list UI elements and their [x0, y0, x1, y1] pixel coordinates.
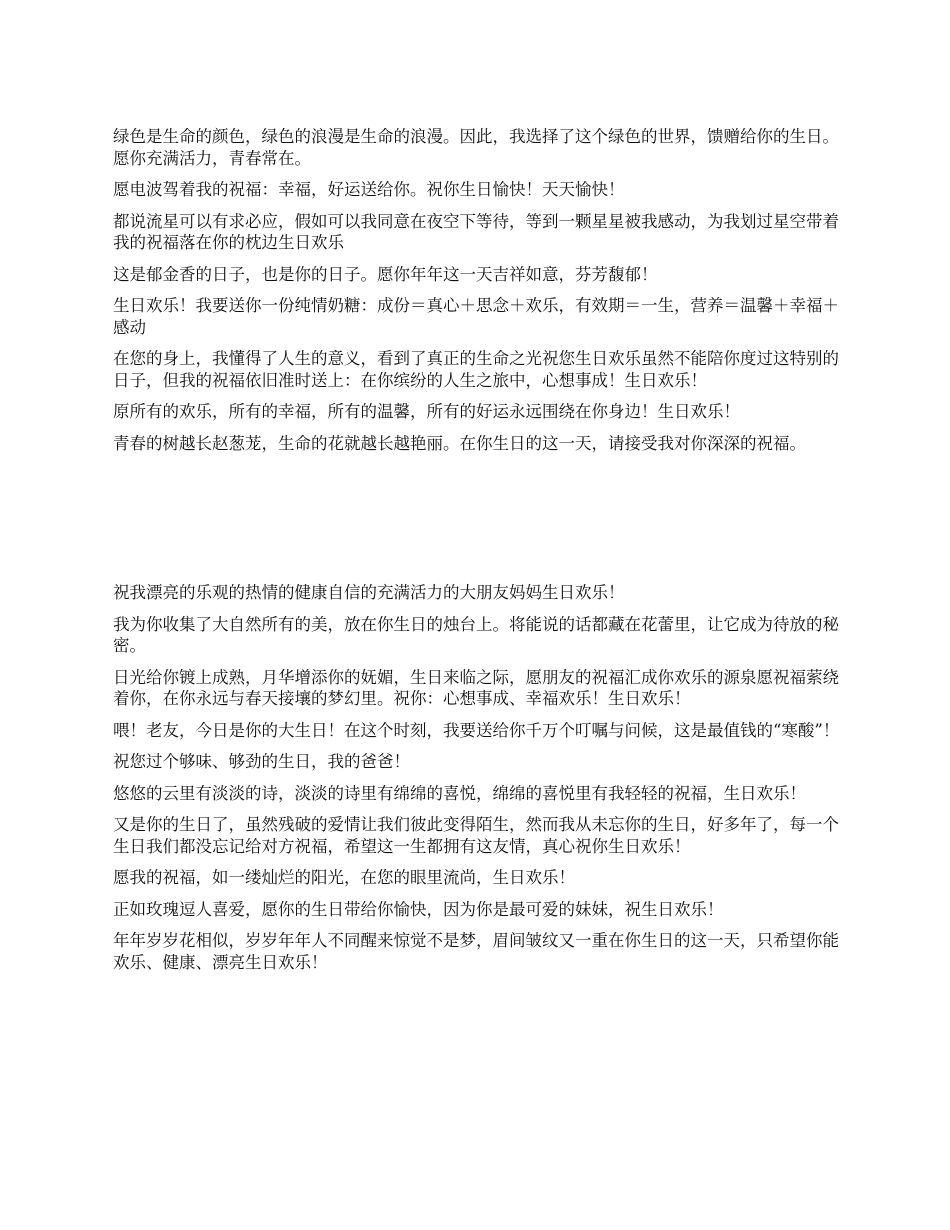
paragraph: 绿色是生命的颜色，绿色的浪漫是生命的浪漫。因此，我选择了这个绿色的世界，馈赠给你的生日。愿你充满活力，青春常在。 — [113, 127, 839, 168]
paragraph: 青春的树越长赵葱茏，生命的花就越长越艳丽。在你生日的这一天，请接受我对你深深的祝福。 — [113, 433, 806, 453]
paragraph: 祝您过个够味、够劲的生日，我的爸爸！ — [113, 752, 410, 771]
paragraph: 都说流星可以有求必应，假如可以我同意在夜空下等待，等到一颗星星被我感动，为我划过星空带着我的祝福落在你的枕边生日欢乐 — [113, 211, 839, 252]
text-section-2 — [113, 582, 843, 983]
paragraph: 祝我漂亮的乐观的热情的健康自信的充满活力的大朋友妈妈生日欢乐！ — [113, 583, 625, 602]
text-section-1 — [113, 126, 843, 464]
paragraph: 这是郁金香的日子，也是你的日子。愿你年年这一天吉祥如意，芬芳馥郁！ — [113, 264, 658, 284]
paragraph: 年年岁岁花相似，岁岁年年人不同醒来惊觉不是梦，眉间皱纹又一重在你生日的这一天，只希望你能欢乐、健康、漂亮生日欢乐！ — [113, 931, 839, 972]
paragraph: 生日欢乐！我要送你一份纯情奶糖：成份＝真心＋思念＋欢乐，有效期＝一生，营养＝温馨＋幸福＋感动 — [113, 296, 839, 337]
paragraph: 原所有的欢乐，所有的幸福，所有的温馨，所有的好运永远围绕在你身边！生日欢乐！ — [113, 402, 740, 421]
paragraph: 悠悠的云里有淡淡的诗，淡淡的诗里有绵绵的喜悦，绵绵的喜悦里有我轻轻的祝福，生日欢乐！ — [113, 783, 806, 803]
paragraph: 我为你收集了大自然所有的美，放在你生日的烛台上。将能说的话都藏在花蕾里，让它成为待放的秘密。 — [113, 614, 839, 655]
paragraph: 又是你的生日了，虽然残破的爱情让我们彼此变得陌生，然而我从未忘你的生日，好多年了，每一个生日我们都没忘记给对方祝福，希望这一生都拥有这友情，真心祝你生日欢乐！ — [113, 815, 839, 856]
paragraph: 正如玫瑰逗人喜爱，愿你的生日带给你愉快，因为你是最可爱的妹妹，祝生日欢乐！ — [113, 899, 724, 919]
paragraph: 喂！老友，今日是你的大生日！在这个时刻，我要送给你千万个叮嘱与问候，这是最值钱的“寒酸”！ — [113, 720, 840, 740]
paragraph: 日光给你镀上成熟，月华增添你的妩媚，生日来临之际，愿朋友的祝福汇成你欢乐的源泉愿祝福萦绕着你，在你永远与春天接壤的梦幻里。祝你：心想事成、幸福欢乐！生日欢乐！ — [113, 667, 839, 708]
paragraph: 愿我的祝福，如一缕灿烂的阳光，在您的眼里流尚，生日欢乐！ — [113, 868, 575, 887]
paragraph: 在您的身上，我懂得了人生的意义，看到了真正的生命之光祝您生日欢乐虽然不能陪你度过这特别的日子，但我的祝福依旧准时送上：在你缤纷的人生之旅中，心想事成！生日欢乐！ — [113, 349, 839, 390]
paragraph: 愿电波驾着我的祝福：幸福，好运送给你。祝你生日愉快！天天愉快！ — [113, 180, 625, 199]
